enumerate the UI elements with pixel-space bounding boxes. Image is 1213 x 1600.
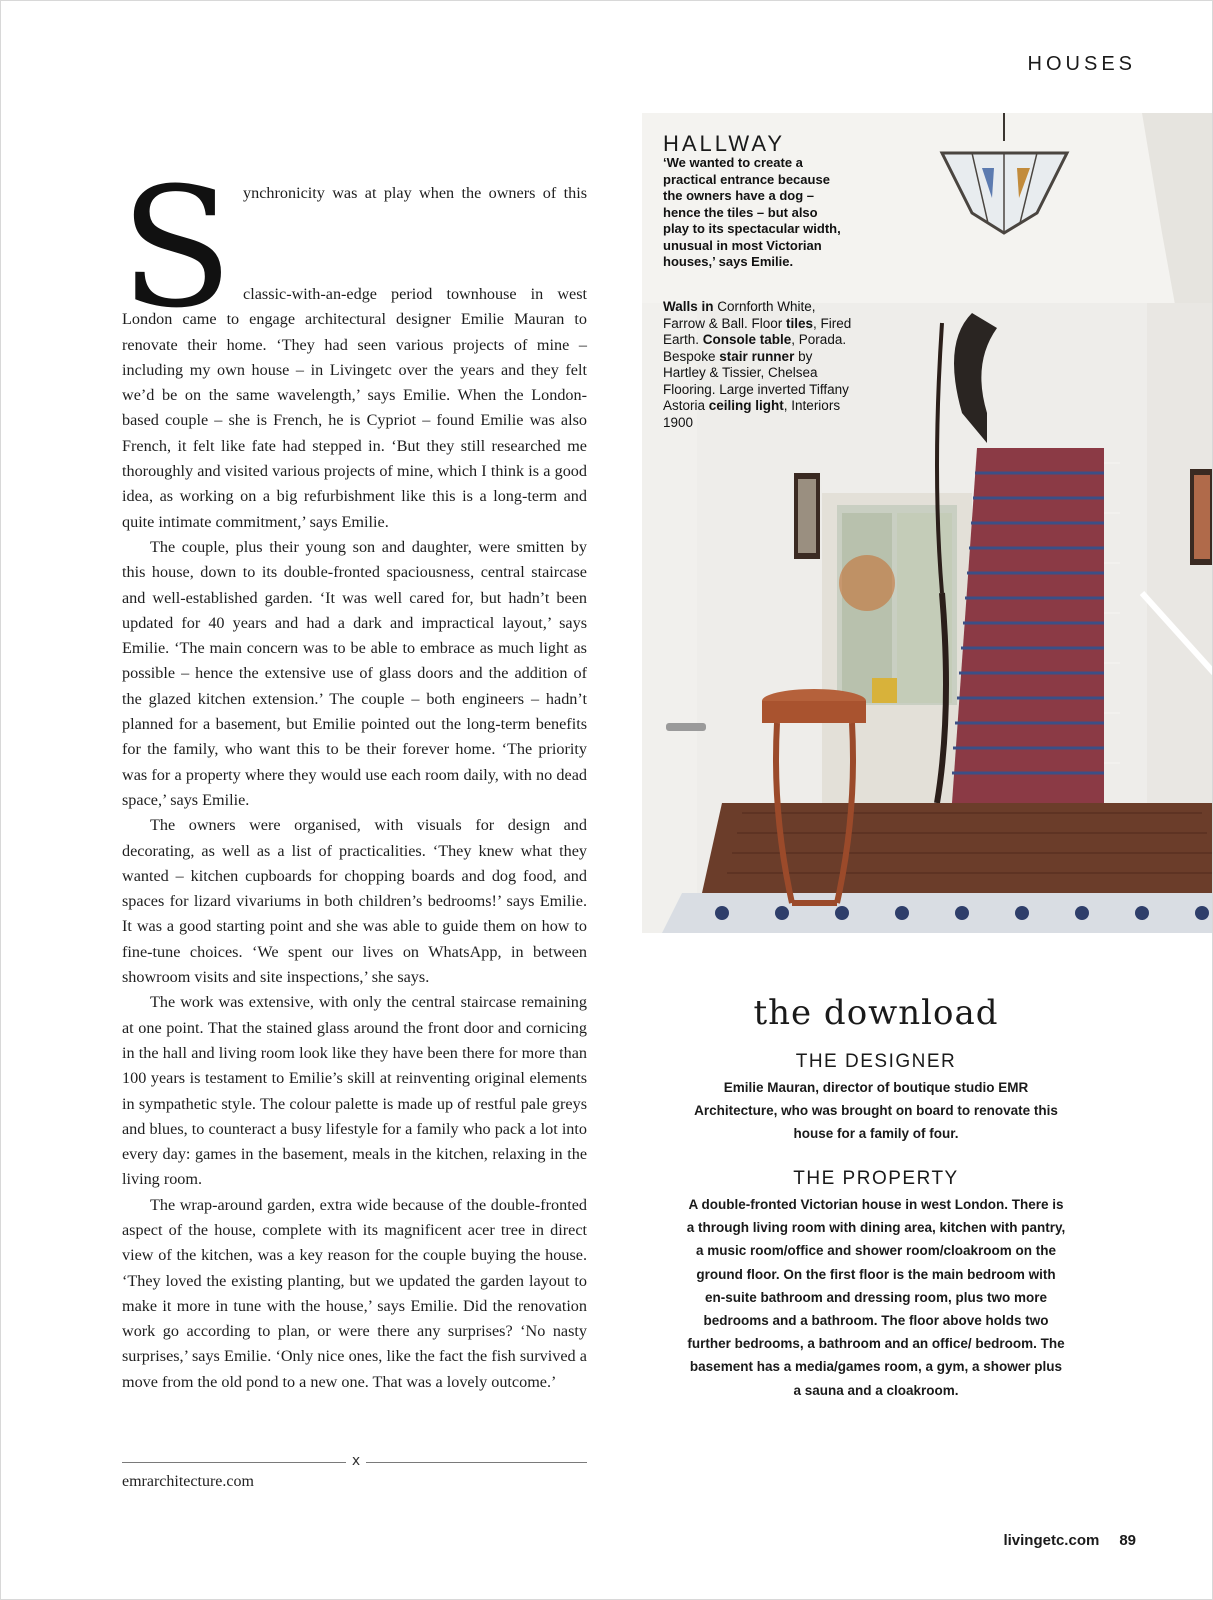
caption-title: HALLWAY xyxy=(663,131,786,156)
designer-website-link[interactable]: emrarchitecture.com xyxy=(122,1473,254,1490)
section-label: HOUSES xyxy=(1027,53,1136,75)
article-paragraph: The owners were organised, with visuals for design and decorating, as well as a list of practicalities. ‘They knew what they wanted – kitchen cupboards for chopping boards and dog food, and spaces for lizard vivariums in both children’s bedrooms!’ says Emilie. It was a good starting point and she was able to guide them on how to fine-tune choices. ‘We spent our lives on WhatsApp, in between showroom visits and site inspections,’ she says. xyxy=(122,816,587,987)
designer-text: Emilie Mauran, director of boutique studio EMR Architecture, who was brought on board to renovate this house for a family of four. xyxy=(694,1080,1058,1142)
drop-cap: S xyxy=(120,152,234,344)
caption-credits: Walls in Cornforth White, Farrow & Ball. Floor tiles, Fired Earth. Console table, Porada. Bespoke stair runner by Hartley & Tissier, Chelsea Flooring. Large inverted Tiffany Astoria ceiling light, Interiors 1900 xyxy=(663,299,852,430)
article-paragraph: Synchronicity was at play when the owners of this classic-with-an-edge period townhouse in west London came to engage architectural designer Emilie Mauran to renovate their home. ‘They had seen various projects of mine – including my own house – in Livingetc over the years and they felt we’d be on the same wavelength,’ says Emilie. When the London-based couple – she is French, he is Cypriot – found Emilie was also French, it felt like fate had stepped in. ‘But they still researched me thoroughly and visited various projects of mine, which I think is a good idea, as working on a big refurbishment like this is a long-term and quite intimate commitment,’ says Emilie. xyxy=(120,152,587,531)
footer-site: livingetc.com xyxy=(1003,1532,1100,1549)
article-end-mark: x xyxy=(346,1452,366,1470)
property-text: A double-fronted Victorian house in west London. There is a through living room with dining area, kitchen with pantry, a music room/office and shower room/cloakroom on the ground floor. On the first floor is the main bedroom with en-suite bathroom and dressing room, plus two more bedrooms and a bathroom. The floor above holds two further bedrooms, a bathroom and an office/ bedroom. The basement has a media/games room, a gym, a shower plus a sauna and a cloakroom. xyxy=(686,1197,1066,1398)
download-title: the download xyxy=(753,993,999,1033)
page-number: 89 xyxy=(1119,1532,1136,1549)
article-body xyxy=(120,152,587,1395)
article-paragraph: The work was extensive, with only the central staircase remaining at one point. That the stained glass around the front door and cornicing in the hall and living room look like they have been there for more than 100 years is testament to Emilie’s skill at reinventing original elements in sympathetic style. The colour palette is made up of restful pale greys and blues, to counteract a busy lifestyle for a family who pack a lot into every day: games in the basement, meals in the kitchen, relaxing in the living room. xyxy=(122,993,587,1189)
designer-heading: THE DESIGNER xyxy=(795,1051,957,1072)
property-heading: THE PROPERTY xyxy=(793,1168,959,1189)
caption-quote: ‘We wanted to create a practical entrance because the owners have a dog – hence the tiles – but also play to its spectacular width, unusual in most Victorian houses,’ says Emilie. xyxy=(663,155,841,269)
page-footer xyxy=(1003,1532,1136,1549)
article-paragraph: The couple, plus their young son and daughter, were smitten by this house, down to its double-fronted spaciousness, central staircase and well-established garden. ‘It was well cared for, but hadn’t been updated for 40 years and had a dark and impractical layout,’ says Emilie. ‘The main concern was to be able to embrace as much light as possible – hence the extensive use of glass doors and the addition of the glazed kitchen extension.’ The couple – both engineers – hadn’t planned for a basement, but Emilie pointed out the long-term benefits for the family, who want this to be their forever home. ‘The priority was for a property where they would use each room daily, with no dead space,’ says Emilie. xyxy=(122,537,587,809)
article-paragraph: The wrap-around garden, extra wide because of the double-fronted aspect of the house, complete with its magnificent acer tree in direct view of the kitchen, was a key reason for the couple buying the house. ‘They loved the existing planting, but we updated the garden layout to make it more in tune with the house,’ says Emilie. Did the renovation work go according to plan, or were there any surprises? ‘No nasty surprises,’ says Emilie. ‘Only nice ones, like the fact the fish survived a move from the old pond to a new one. That was a lovely outcome.’ xyxy=(122,1195,587,1391)
